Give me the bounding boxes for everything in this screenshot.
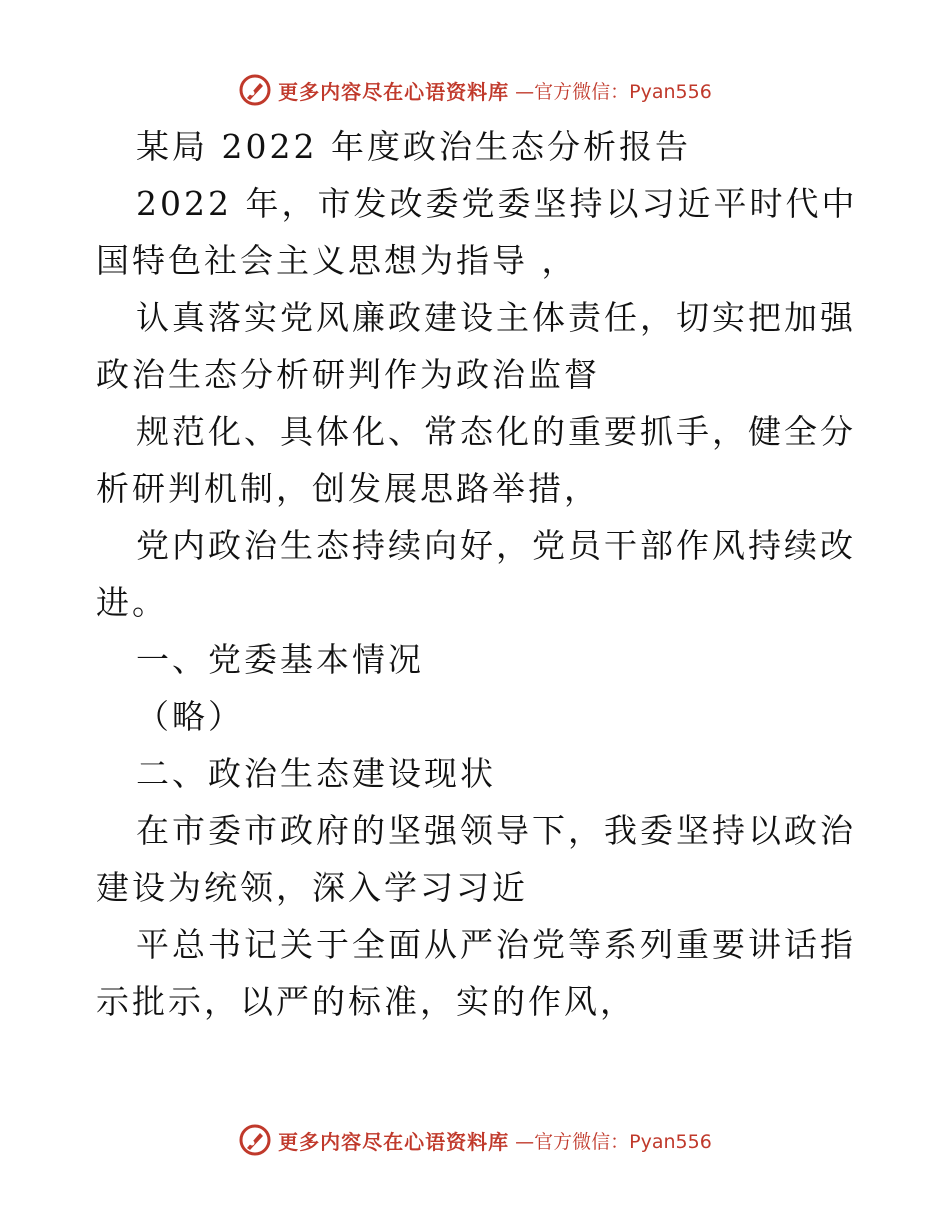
- paragraph-4: 党内政治生态持续向好，党员干部作风持续改进。: [96, 526, 856, 622]
- pen-logo-icon: [238, 73, 272, 107]
- header-banner: [0, 70, 950, 110]
- section-heading-2: 二、政治生态建设现状: [136, 754, 496, 793]
- paragraph-omitted: （略）: [136, 697, 244, 736]
- paragraph-3: 规范化、具体化、常态化的重要抓手，健全分析研判机制，创发展思路举措，: [96, 412, 856, 508]
- section-heading-1: 一、党委基本情况: [136, 640, 424, 679]
- footer-banner-sub: —官方微信：Pyan556: [515, 1130, 712, 1153]
- paragraph-1: 2022 年，市发改委党委坚持以习近平时代中国特色社会主义思想为指导 ，: [96, 184, 858, 280]
- footer-banner: [0, 1120, 950, 1160]
- document-body: [96, 118, 866, 1030]
- document-title: 某局 2022 年度政治生态分析报告: [136, 127, 691, 166]
- header-banner-sub: —官方微信：Pyan556: [515, 80, 712, 103]
- paragraph-2: 认真落实党风廉政建设主体责任，切实把加强政治生态分析研判作为政治监督: [96, 298, 856, 394]
- pen-logo-icon: [238, 1123, 272, 1157]
- paragraph-5: 在市委市政府的坚强领导下，我委坚持以政治建设为统领，深入学习习近: [96, 811, 856, 907]
- footer-banner-main: 更多内容尽在心语资料库: [278, 1129, 510, 1154]
- header-banner-main: 更多内容尽在心语资料库: [278, 79, 510, 104]
- paragraph-6: 平总书记关于全面从严治党等系列重要讲话指示批示，以严的标准，实的作风，: [96, 925, 856, 1021]
